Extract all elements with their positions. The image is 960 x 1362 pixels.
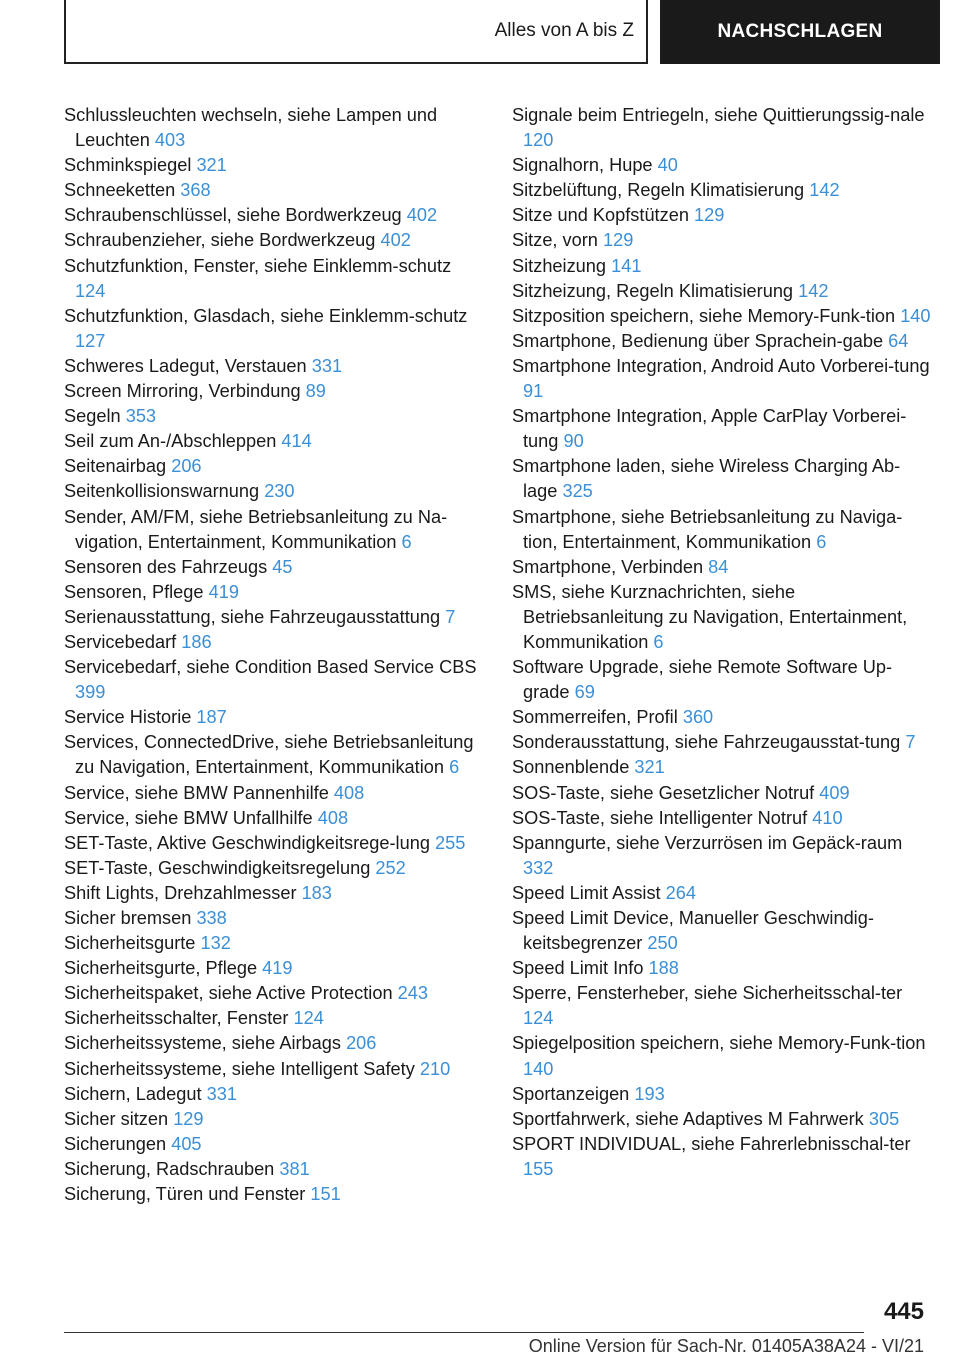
page-reference-link[interactable]: 45 (272, 556, 293, 577)
index-entry (512, 404, 932, 454)
index-term: Sicherheitsgurte (64, 933, 196, 954)
index-entry (64, 831, 484, 856)
page-reference-link[interactable]: 64 (888, 330, 909, 351)
page-reference-link[interactable]: 84 (708, 556, 729, 577)
index-term: Smartphone, Bedienung über Sprachein-gabe (512, 330, 884, 351)
index-entry (64, 354, 484, 379)
index-term: Sichern, Ladegut (64, 1083, 202, 1104)
index-term: Sicherungen (64, 1133, 167, 1154)
index-term: Sitzheizung (512, 255, 607, 276)
page-reference-link[interactable]: 142 (809, 180, 840, 201)
index-entry (512, 881, 932, 906)
index-term: Sicherheitspaket, siehe Active Protection (64, 983, 393, 1004)
page-reference-link[interactable]: 419 (262, 958, 293, 979)
index-term: Service Historie (64, 707, 192, 728)
index-term: Smartphone, siehe Betriebsanleitung zu Naviga-tion, Entertainment, Kommunikation (512, 506, 903, 552)
index-term: Schneeketten (64, 180, 176, 201)
index-term: Sicherheitsschalter, Fenster (64, 1008, 289, 1029)
index-term: SET-Taste, Aktive Geschwindigkeitsrege-lung (64, 832, 430, 853)
index-column-left (64, 103, 484, 1207)
index-term: Sensoren des Fahrzeugs (64, 556, 268, 577)
index-term: Seil zum An-/Abschleppen (64, 431, 277, 452)
index-entry (512, 153, 932, 178)
index-term: Schraubenschlüssel, siehe Bordwerkzeug (64, 205, 402, 226)
page-reference-link[interactable]: 399 (75, 682, 106, 703)
index-entry (512, 956, 932, 981)
page-reference-link[interactable]: 419 (208, 581, 239, 602)
page-reference-link[interactable]: 331 (206, 1083, 237, 1104)
index-term: Servicebedarf (64, 631, 177, 652)
index-entry (512, 831, 932, 881)
index-term: Speed Limit Assist (512, 882, 661, 903)
page-reference-link[interactable]: 408 (317, 807, 349, 828)
index-term: Smartphone laden, siehe Wireless Charging Ab-lage (512, 456, 901, 502)
page-reference-link[interactable]: 142 (798, 280, 829, 301)
page-reference-link[interactable]: 252 (375, 857, 406, 878)
index-entry (512, 655, 932, 705)
index-term: Service, siehe BMW Pannenhilfe (64, 782, 329, 803)
page-reference-link[interactable]: 132 (200, 933, 231, 954)
index-entry (512, 906, 932, 956)
index-term: SMS, siehe Kurznachrichten, siehe Betriebsanleitung zu Navigation, Entertainment, Kommunikation (512, 581, 908, 652)
index-term: Sicher bremsen (64, 908, 192, 928)
index-entry (64, 153, 484, 178)
index-term: Speed Limit Device, Manueller Geschwindig-keitsbegrenzer (512, 908, 874, 954)
index-term: Seitenairbag (64, 456, 167, 477)
page-reference-link[interactable]: 186 (181, 631, 212, 652)
index-entry (64, 580, 484, 605)
index-entry (64, 906, 484, 931)
page-reference-link[interactable]: 6 (449, 757, 460, 778)
index-term: Sportfahrwerk, siehe Adaptives M Fahrwerk (512, 1108, 864, 1129)
page-reference-link[interactable]: 141 (611, 255, 642, 276)
index-term: Speed Limit Info (512, 958, 644, 979)
index-entry (64, 103, 484, 153)
page-reference-link[interactable]: 360 (682, 707, 714, 728)
index-term: Sonderausstattung, siehe Fahrzeugausstat-tung (512, 732, 901, 753)
page-reference-link[interactable]: 321 (196, 155, 227, 176)
index-entry (512, 454, 932, 504)
page-reference-link[interactable]: 255 (435, 832, 466, 853)
index-entry (64, 1082, 484, 1107)
page-reference-link[interactable]: 155 (523, 1158, 554, 1179)
index-entry (64, 404, 484, 429)
index-entry (512, 981, 932, 1031)
page-reference-link[interactable]: 405 (171, 1133, 202, 1154)
index-term: Sitze und Kopfstützen (512, 205, 689, 226)
index-entry (512, 1082, 932, 1107)
index-term: SOS-Taste, siehe Gesetzlicher Notruf (512, 782, 815, 803)
index-term: Serienausstattung, siehe Fahrzeugausstattung (64, 606, 441, 627)
index-entry (512, 781, 932, 806)
index-term: Smartphone, Verbinden (512, 556, 704, 577)
page-reference-link[interactable]: 414 (281, 431, 312, 452)
page-reference-link[interactable]: 183 (301, 882, 332, 903)
index-entry (512, 755, 932, 780)
index-entry (64, 454, 484, 479)
index-entry (64, 931, 484, 956)
page-reference-link[interactable]: 140 (523, 1058, 554, 1079)
index-term: Spanngurte, siehe Verzurrösen im Gepäck-raum (512, 832, 903, 853)
index-entry (64, 881, 484, 906)
index-entry (64, 1031, 484, 1056)
index-term: Sperre, Fensterheber, siehe Sicherheitsschal-ter (512, 983, 903, 1004)
page-reference-link[interactable]: 89 (305, 381, 326, 402)
page-reference-link[interactable]: 206 (171, 456, 202, 477)
page-reference-link[interactable]: 353 (125, 406, 157, 427)
index-entry (512, 1107, 932, 1132)
index-entry (64, 856, 484, 881)
index-term: Schutzfunktion, Glasdach, siehe Einklemm-schutz (64, 305, 468, 326)
index-term: Software Upgrade, siehe Remote Software Up-grade (512, 657, 893, 703)
index-term: Schminkspiegel (64, 155, 192, 176)
page-reference-link[interactable]: 243 (397, 983, 428, 1004)
index-entry (512, 580, 932, 655)
index-term: Seitenkollisionswarnung (64, 481, 260, 502)
page-reference-link[interactable]: 7 (905, 732, 916, 753)
index-term: Sicherheitssysteme, siehe Airbags (64, 1033, 341, 1054)
index-entry (512, 806, 932, 831)
page-reference-link[interactable]: 6 (653, 631, 664, 652)
page-reference-link[interactable]: 187 (196, 707, 227, 728)
index-term: Sitzposition speichern, siehe Memory-Funk-tion (512, 305, 896, 326)
index-term: Schlussleuchten wechseln, siehe Lampen und Leuchten (64, 105, 438, 151)
index-term: Sitzbelüftung, Regeln Klimatisierung (512, 180, 805, 201)
index-term: Service, siehe BMW Unfallhilfe (64, 807, 313, 828)
index-entry (512, 354, 932, 404)
index-entry (512, 705, 932, 730)
page-reference-link[interactable]: 69 (574, 682, 595, 703)
index-entry (64, 254, 484, 304)
index-entry (64, 981, 484, 1006)
index-entry (512, 505, 932, 555)
page-reference-link[interactable]: 264 (665, 882, 697, 903)
index-term: Sicherheitssysteme, siehe Intelligent Safety (64, 1058, 415, 1079)
index-term: Schutzfunktion, Fenster, siehe Einklemm-schutz (64, 255, 452, 276)
page-reference-link[interactable]: 402 (380, 230, 411, 251)
index-term: Sensoren, Pflege (64, 581, 204, 602)
index-entry (512, 228, 932, 253)
index-entry (64, 304, 484, 354)
index-entry (64, 781, 484, 806)
index-term: Signalhorn, Hupe (512, 155, 653, 176)
index-entry (64, 655, 484, 705)
index-term: Sicherung, Türen und Fenster (64, 1184, 306, 1205)
page-reference-link[interactable]: 124 (75, 280, 106, 301)
section-title: Alles von A bis Z (494, 20, 634, 41)
index-entry (64, 1182, 484, 1207)
index-entry (512, 555, 932, 580)
page-reference-link[interactable]: 338 (196, 908, 227, 928)
index-entry (64, 203, 484, 228)
index-term: Sicherung, Radschrauben (64, 1158, 275, 1179)
page-reference-link[interactable]: 325 (562, 481, 593, 502)
index-term: Sportanzeigen (512, 1083, 630, 1104)
index-term: SOS-Taste, siehe Intelligenter Notruf (512, 807, 808, 828)
index-entry (64, 730, 484, 780)
index-term: Sonnenblende (512, 757, 630, 778)
index-term: Servicebedarf, siehe Condition Based Service CBS (64, 657, 477, 678)
index-term: Schweres Ladegut, Verstauen (64, 355, 307, 376)
index-term: Screen Mirroring, Verbindung (64, 381, 301, 402)
index-term: Signale beim Entriegeln, siehe Quittierungssig-nale (512, 105, 925, 125)
index-entry (512, 279, 932, 304)
page-reference-link[interactable]: 408 (333, 782, 365, 803)
index-entry (64, 1107, 484, 1132)
index-entry (64, 178, 484, 203)
index-entry (64, 1132, 484, 1157)
page-reference-link[interactable]: 410 (812, 807, 843, 828)
index-term: SPORT INDIVIDUAL, siehe Fahrerlebnisschal-ter (512, 1133, 911, 1154)
index-term: Sender, AM/FM, siehe Betriebsanleitung zu Na-vigation, Entertainment, Kommunikation (64, 506, 448, 552)
page-reference-link[interactable]: 151 (310, 1184, 341, 1205)
page-reference-link[interactable]: 6 (401, 531, 412, 552)
index-entry (64, 228, 484, 253)
index-term: Smartphone Integration, Apple CarPlay Vorberei-tung (512, 406, 907, 452)
page-reference-link[interactable]: 331 (311, 355, 343, 376)
page-reference-link[interactable]: 124 (523, 1008, 554, 1029)
page-reference-link[interactable]: 140 (900, 305, 931, 326)
page-reference-link[interactable]: 129 (173, 1108, 204, 1129)
index-entry (512, 304, 932, 329)
page-reference-link[interactable]: 40 (657, 155, 678, 176)
index-entry (512, 203, 932, 228)
page-reference-link[interactable]: 368 (180, 180, 211, 201)
chapter-title: NACHSCHLAGEN (717, 21, 883, 42)
index-entry (64, 956, 484, 981)
page-reference-link[interactable]: 188 (648, 958, 679, 979)
page-reference-link[interactable]: 403 (154, 130, 186, 151)
index-entry (64, 705, 484, 730)
online-version-note: Online Version für Sach-Nr. 01405A38A24 - VI/21 (528, 1336, 924, 1356)
index-entry (512, 730, 932, 755)
index-term: Sicherheitsgurte, Pflege (64, 958, 258, 979)
index-column-right (512, 103, 932, 1182)
index-entry (512, 254, 932, 279)
index-entry (64, 555, 484, 580)
page-reference-link[interactable]: 193 (634, 1083, 665, 1104)
index-entry (64, 479, 484, 504)
page-reference-link[interactable]: 402 (406, 205, 438, 226)
index-entry (64, 1006, 484, 1031)
page-reference-link[interactable]: 6 (816, 531, 827, 552)
index-term: Shift Lights, Drehzahlmesser (64, 882, 297, 903)
page-reference-link[interactable]: 120 (523, 130, 554, 151)
index-entry (512, 103, 932, 153)
index-entry (64, 1157, 484, 1182)
index-term: Spiegelposition speichern, siehe Memory-Funk-tion (512, 1033, 926, 1054)
page-reference-link[interactable]: 206 (346, 1033, 377, 1054)
index-term: Smartphone Integration, Android Auto Vorberei-tung (512, 355, 930, 376)
header-section-title (64, 0, 648, 64)
footer-divider (64, 1332, 864, 1333)
page-reference-link[interactable]: 210 (419, 1058, 451, 1079)
index-entry (64, 429, 484, 454)
page-reference-link[interactable]: 129 (694, 205, 725, 226)
page-reference-link[interactable]: 332 (523, 857, 554, 878)
index-entry (64, 806, 484, 831)
index-term: Schraubenzieher, siehe Bordwerkzeug (64, 230, 376, 251)
page-reference-link[interactable]: 409 (819, 782, 850, 803)
index-entry (512, 1132, 932, 1182)
page-reference-link[interactable]: 90 (563, 431, 584, 452)
page-reference-link[interactable]: 250 (647, 933, 678, 954)
page-reference-link[interactable]: 305 (868, 1108, 900, 1129)
index-entry (64, 1057, 484, 1082)
index-entry (512, 1031, 932, 1081)
page-reference-link[interactable]: 321 (634, 757, 665, 778)
index-term: Services, ConnectedDrive, siehe Betriebsanleitung zu Navigation, Entertainment, Kommunikation (64, 732, 474, 778)
page-reference-link[interactable]: 381 (279, 1158, 310, 1179)
page-reference-link[interactable]: 7 (445, 606, 456, 627)
index-term: Sitzheizung, Regeln Klimatisierung (512, 280, 794, 301)
page-reference-link[interactable]: 129 (602, 230, 634, 251)
page-reference-link[interactable]: 91 (523, 381, 544, 402)
page-reference-link[interactable]: 127 (75, 330, 106, 351)
index-entry (64, 630, 484, 655)
page-reference-link[interactable]: 230 (264, 481, 295, 502)
index-term: SET-Taste, Geschwindigkeitsregelung (64, 857, 371, 878)
page-number: 445 (883, 1298, 924, 1325)
index-term: Sicher sitzen (64, 1108, 169, 1129)
index-term: Sitze, vorn (512, 230, 598, 251)
index-term: Segeln (64, 406, 121, 427)
page-reference-link[interactable]: 124 (293, 1008, 324, 1029)
index-entry (64, 379, 484, 404)
index-entry (64, 505, 484, 555)
header-chapter-tab (660, 0, 940, 64)
index-entry (64, 605, 484, 630)
index-term: Sommerreifen, Profil (512, 707, 678, 728)
index-entry (512, 329, 932, 354)
index-entry (512, 178, 932, 203)
